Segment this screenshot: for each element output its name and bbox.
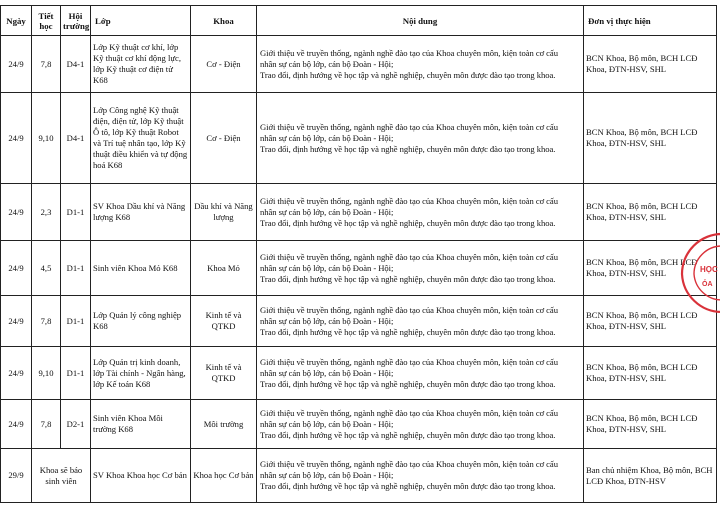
content-line: nhân sự cán bộ lớp, cán bộ Đoàn - Hội; — [260, 58, 394, 69]
table-row — [1, 241, 717, 296]
content-cell — [257, 400, 584, 449]
content-cell — [257, 93, 584, 184]
unit-cell: BCN Khoa, Bộ môn, BCH LCĐ Khoa, ĐTN-HSV, SHL — [584, 347, 717, 400]
period-cell: 7,8 — [32, 36, 61, 93]
content-cell — [257, 36, 584, 93]
class-cell: Lớp Quản trị kinh doanh, lớp Tài chính - Ngân hàng, lớp Kế toán K68 — [91, 347, 191, 400]
hall-cell: D4-1 — [61, 36, 91, 93]
content-line: Giới thiệu về truyền thống, ngành nghề đào tạo của Khoa chuyên môn, kiện toàn cơ cấu — [260, 407, 558, 418]
header-hall: Hội trường — [61, 6, 91, 36]
schedule-table — [0, 5, 717, 503]
table-row — [1, 93, 717, 184]
date-cell: 24/9 — [1, 241, 32, 296]
date-cell: 24/9 — [1, 296, 32, 347]
content-line: Giới thiệu về truyền thống, ngành nghề đào tạo của Khoa chuyên môn, kiện toàn cơ cấu — [260, 195, 558, 206]
content-line: Trao đổi, định hướng về học tập và nghề nghiệp, chuyên môn được đào tạo trong khoa. — [260, 143, 556, 154]
content-line: Trao đổi, định hướng về học tập và nghề nghiệp, chuyên môn được đào tạo trong khoa. — [260, 429, 556, 440]
header-class: Lớp — [91, 6, 191, 36]
unit-cell: BCN Khoa, Bộ môn, BCH LCĐ Khoa, ĐTN-HSV, SHL — [584, 184, 717, 241]
content-line: Trao đổi, định hướng về học tập và nghề nghiệp, chuyên môn được đào tạo trong khoa. — [260, 481, 556, 491]
header-row — [1, 6, 717, 36]
period-cell: 7,8 — [32, 296, 61, 347]
content-line: nhân sự cán bộ lớp, cán bộ Đoàn - Hội; — [260, 206, 394, 217]
faculty-cell: Cơ - Điện — [191, 36, 257, 93]
header-unit: Đơn vị thực hiện — [584, 6, 717, 36]
svg-text:HỌC: HỌC — [700, 265, 718, 274]
faculty-cell: Kinh tế và QTKD — [191, 347, 257, 400]
table-row — [1, 347, 717, 400]
class-cell: Lớp Quản lý công nghiệp K68 — [91, 296, 191, 347]
content-line: Trao đổi, định hướng về học tập và nghề nghiệp, chuyên môn được đào tạo trong khoa. — [260, 378, 556, 389]
content-line: Trao đổi, định hướng về học tập và nghề nghiệp, chuyên môn được đào tạo trong khoa. — [260, 217, 556, 228]
class-cell: SV Khoa Dầu khí và Năng lượng K68 — [91, 184, 191, 241]
header-faculty: Khoa — [191, 6, 257, 36]
unit-cell: BCN Khoa, Bộ môn, BCH LCĐ Khoa, ĐTN-HSV, SHL — [584, 36, 717, 93]
table-row — [1, 449, 717, 503]
content-line: Trao đổi, định hướng về học tập và nghề nghiệp, chuyên môn được đào tạo trong khoa. — [260, 69, 556, 80]
date-cell: 29/9 — [1, 449, 32, 503]
date-cell: 24/9 — [1, 93, 32, 184]
content-line: Trao đổi, định hướng về học tập và nghề nghiệp, chuyên môn được đào tạo trong khoa. — [260, 326, 556, 337]
faculty-cell: Môi trường — [191, 400, 257, 449]
faculty-cell: Kinh tế và QTKD — [191, 296, 257, 347]
date-cell: 24/9 — [1, 184, 32, 241]
hall-cell: D1-1 — [61, 347, 91, 400]
table-row — [1, 184, 717, 241]
unit-cell: BCN Khoa, Bộ môn, BCH LCĐ Khoa, ĐTN-HSV, SHL — [584, 400, 717, 449]
content-cell — [257, 449, 584, 503]
content-line: nhân sự cán bộ lớp, cán bộ Đoàn - Hội; — [260, 367, 394, 378]
content-line: Giới thiệu về truyền thống, ngành nghề đào tạo của Khoa chuyên môn, kiện toàn cơ cấu — [260, 304, 558, 315]
content-cell — [257, 347, 584, 400]
content-line: nhân sự cán bộ lớp, cán bộ Đoàn - Hội; — [260, 132, 394, 143]
content-line: Trao đổi, định hướng về học tập và nghề nghiệp, chuyên môn được đào tạo trong khoa. — [260, 273, 556, 284]
period-cell: 7,8 — [32, 400, 61, 449]
svg-text:ỎA: ỎA — [702, 281, 713, 288]
content-line: Giới thiệu về truyền thống, ngành nghề đào tạo của Khoa chuyên môn, kiện toàn cơ cấu — [260, 251, 558, 262]
content-cell — [257, 296, 584, 347]
hall-cell: D1-1 — [61, 296, 91, 347]
content-line: nhân sự cán bộ lớp, cán bộ Đoàn - Hội; — [260, 470, 394, 480]
unit-cell: Ban chủ nhiệm Khoa, Bộ môn, BCH LCĐ Khoa, ĐTN-HSV — [584, 449, 717, 503]
date-cell: 24/9 — [1, 347, 32, 400]
content-cell — [257, 241, 584, 296]
faculty-cell: Khoa Mỏ — [191, 241, 257, 296]
content-line: nhân sự cán bộ lớp, cán bộ Đoàn - Hội; — [260, 418, 394, 429]
class-cell: Sinh viên Khoa Mỏ K68 — [91, 241, 191, 296]
period-hall-cell: Khoa sẽ báo sinh viên — [32, 449, 91, 503]
unit-cell: BCN Khoa, Bộ môn, BCH LCĐ Khoa, ĐTN-HSV, SHL — [584, 241, 717, 296]
date-cell: 24/9 — [1, 400, 32, 449]
faculty-cell: Khoa học Cơ bản — [191, 449, 257, 503]
period-cell: 9,10 — [32, 93, 61, 184]
hall-cell: D4-1 — [61, 93, 91, 184]
hall-cell: D1-1 — [61, 184, 91, 241]
content-line: Giới thiệu về truyền thống, ngành nghề đào tạo của Khoa chuyên môn, kiện toàn cơ cấu — [260, 47, 558, 58]
header-period: Tiết học — [32, 6, 61, 36]
class-cell: Lớp Công nghệ Kỹ thuật điện, điện tử, lớp Kỹ thuật Ô tô, lớp Kỹ thuật Robot và Trí tuệ nhân tạo, lớp Kỹ thuật điều khiển và tự động hoá K68 — [91, 93, 191, 184]
content-cell — [257, 184, 584, 241]
faculty-cell: Dầu khí và Năng lượng — [191, 184, 257, 241]
content-line: nhân sự cán bộ lớp, cán bộ Đoàn - Hội; — [260, 315, 394, 326]
content-line: Giới thiệu về truyền thống, ngành nghề đào tạo của Khoa chuyên môn, kiện toàn cơ cấu — [260, 356, 558, 367]
header-content: Nội dung — [257, 6, 584, 36]
period-cell: 9,10 — [32, 347, 61, 400]
period-cell: 4,5 — [32, 241, 61, 296]
content-line: Giới thiệu về truyền thống, ngành nghề đào tạo của Khoa chuyên môn, kiện toàn cơ cấu — [260, 121, 558, 132]
class-cell: Sinh viên Khoa Môi trường K68 — [91, 400, 191, 449]
content-line: Giới thiệu về truyền thống, ngành nghề đào tạo của Khoa chuyên môn, kiện toàn cơ cấu — [260, 459, 558, 469]
header-date: Ngày — [1, 6, 32, 36]
class-cell: SV Khoa Khoa học Cơ bản — [91, 449, 191, 503]
unit-cell: BCN Khoa, Bộ môn, BCH LCĐ Khoa, ĐTN-HSV, SHL — [584, 296, 717, 347]
table-row — [1, 36, 717, 93]
date-cell: 24/9 — [1, 36, 32, 93]
hall-cell: D1-1 — [61, 241, 91, 296]
period-cell: 2,3 — [32, 184, 61, 241]
faculty-cell: Cơ - Điện — [191, 93, 257, 184]
hall-cell: D2-1 — [61, 400, 91, 449]
unit-cell: BCN Khoa, Bộ môn, BCH LCĐ Khoa, ĐTN-HSV, SHL — [584, 93, 717, 184]
table-row — [1, 296, 717, 347]
content-line: nhân sự cán bộ lớp, cán bộ Đoàn - Hội; — [260, 262, 394, 273]
table-row — [1, 400, 717, 449]
class-cell: Lớp Kỹ thuật cơ khí, lớp Kỹ thuật cơ khí động lực, lớp Kỹ thuật cơ điện tử K68 — [91, 36, 191, 93]
